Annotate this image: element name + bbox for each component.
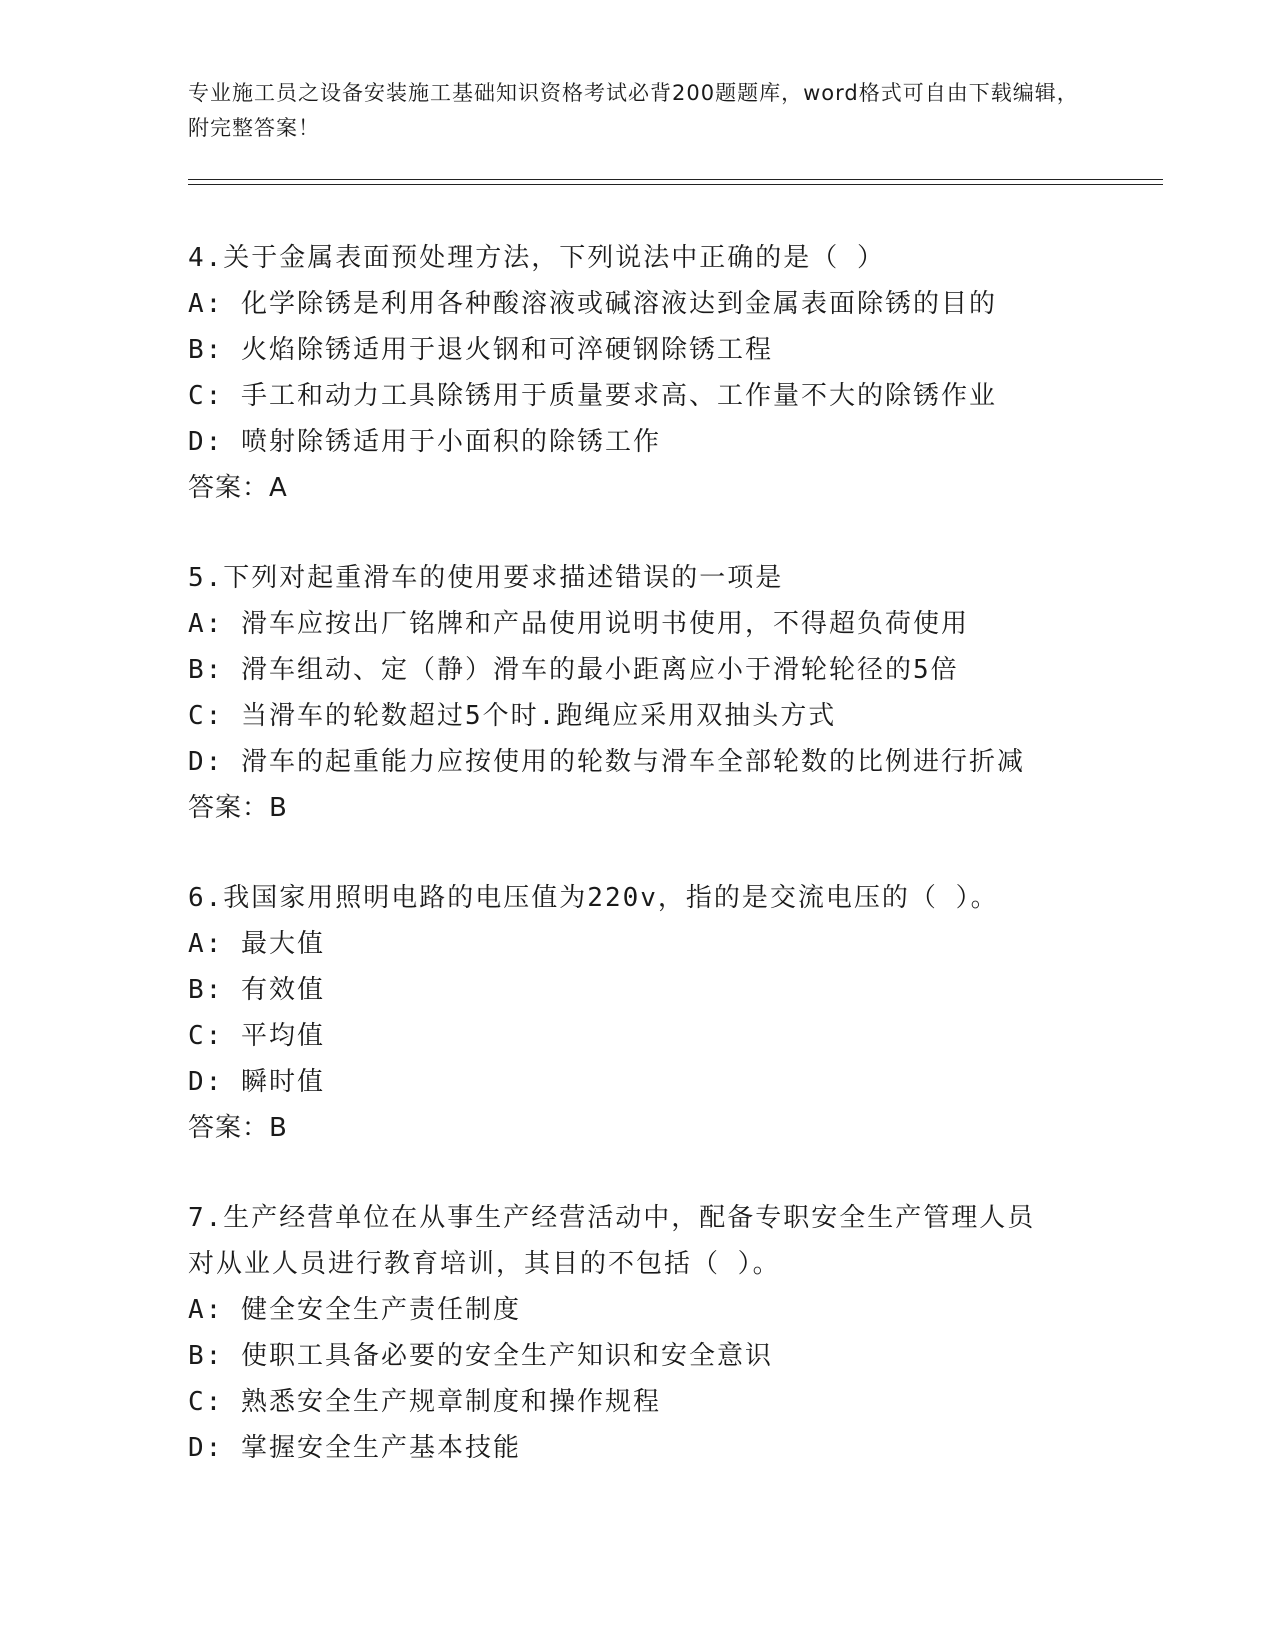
option-d: D: 掌握安全生产基本技能 [188, 1433, 521, 1463]
question-4 [188, 235, 1108, 511]
answer-label: 答案：B [188, 1113, 288, 1143]
question-5 [188, 555, 1108, 831]
question-stem-line-1: 7.生产经营单位在从事生产经营活动中，配备专职安全生产管理人员 [188, 1203, 1036, 1233]
option-d: D: 喷射除锈适用于小面积的除锈工作 [188, 427, 661, 457]
option-d: D: 滑车的起重能力应按使用的轮数与滑车全部轮数的比例进行折减 [188, 747, 1025, 777]
header-divider-bottom [188, 184, 1163, 185]
option-b: B: 滑车组动、定（静）滑车的最小距离应小于滑轮轮径的5倍 [188, 655, 959, 685]
option-a: A: 化学除锈是利用各种酸溶液或碱溶液达到金属表面除锈的目的 [188, 289, 997, 319]
option-a: A: 最大值 [188, 929, 325, 959]
option-a: A: 滑车应按出厂铭牌和产品使用说明书使用，不得超负荷使用 [188, 609, 969, 639]
document-header: 专业施工员之设备安装施工基础知识资格考试必背200题题库，word格式可自由下载编辑，附完整答案！ [188, 81, 1079, 140]
answer-label: 答案：B [188, 793, 288, 823]
question-stem: 5.下列对起重滑车的使用要求描述错误的一项是 [188, 563, 784, 593]
option-c: C: 平均值 [188, 1021, 325, 1051]
option-c: C: 手工和动力工具除锈用于质量要求高、工作量不大的除锈作业 [188, 381, 997, 411]
header-divider-top [188, 179, 1163, 180]
question-stem: 6.我国家用照明电路的电压值为220v，指的是交流电压的（ ）。 [188, 883, 999, 913]
option-c: C: 当滑车的轮数超过5个时.跑绳应采用双抽头方式 [188, 701, 837, 731]
question-stem-line-2: 对从业人员进行教育培训，其目的不包括（ ）。 [188, 1249, 781, 1279]
option-d: D: 瞬时值 [188, 1067, 325, 1097]
option-b: B: 使职工具备必要的安全生产知识和安全意识 [188, 1341, 773, 1371]
question-7 [188, 1195, 1108, 1471]
option-b: B: 有效值 [188, 975, 325, 1005]
answer-label: 答案：A [188, 473, 288, 503]
option-c: C: 熟悉安全生产规章制度和操作规程 [188, 1387, 661, 1417]
question-6 [188, 875, 1108, 1151]
option-a: A: 健全安全生产责任制度 [188, 1295, 521, 1325]
question-stem: 4.关于金属表面预处理方法，下列说法中正确的是（ ） [188, 243, 885, 273]
option-b: B: 火焰除锈适用于退火钢和可淬硬钢除锈工程 [188, 335, 773, 365]
